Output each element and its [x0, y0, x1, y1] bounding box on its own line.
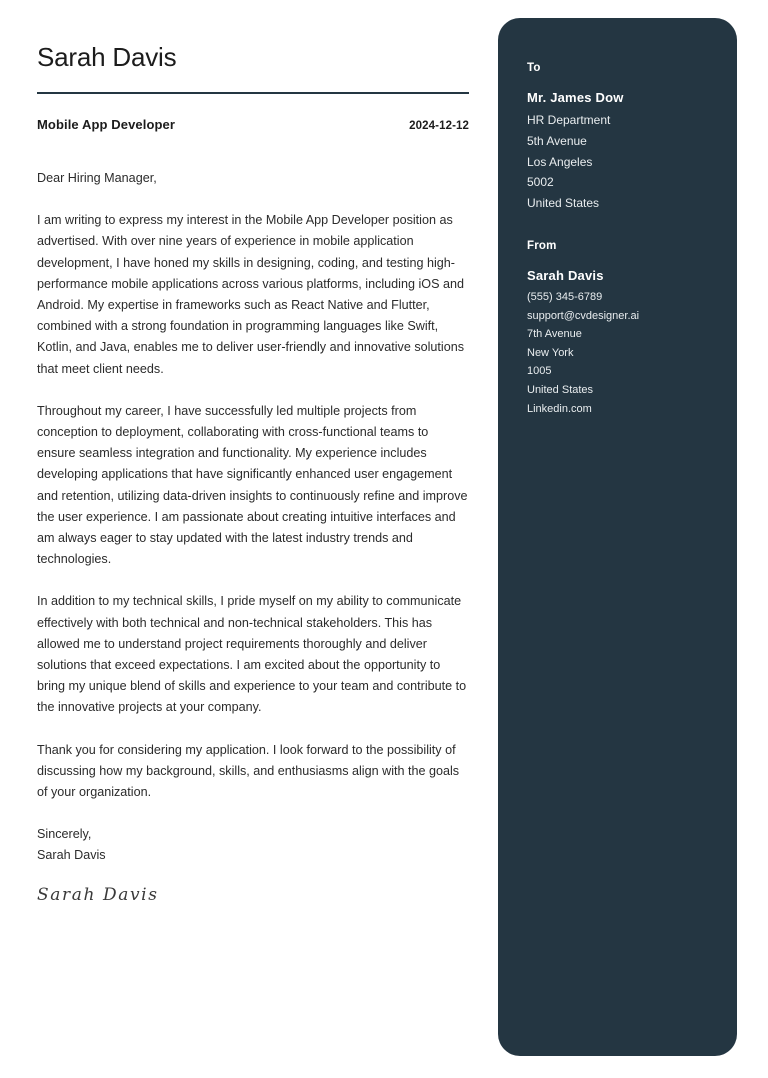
- recipient-line: HR Department: [527, 113, 611, 127]
- closing-name: Sarah Davis: [37, 848, 106, 863]
- sender-name: Sarah Davis: [527, 267, 604, 283]
- closing-block: [37, 824, 469, 866]
- page-title: Sarah Davis: [37, 42, 177, 72]
- closing-word: Sincerely,: [37, 827, 92, 842]
- recipient-line: 5002: [527, 175, 554, 190]
- letter-paragraph-4: Thank you for considering my application. I look forward to the possibility of discussing how my background, skills, and enthusiasms align with the goals of your organization.: [37, 742, 460, 800]
- sender-linkedin[interactable]: Linkedin.com: [527, 402, 592, 415]
- from-heading: From: [527, 239, 557, 252]
- recipient-name: Mr. James Dow: [527, 90, 624, 105]
- job-title: Mobile App Developer: [37, 117, 176, 133]
- letter-body: [37, 0, 469, 905]
- sender-line: United States: [527, 383, 594, 396]
- letter-date: 2024-12-12: [409, 120, 469, 133]
- header-divider: [37, 92, 469, 94]
- sender-line: 1005: [527, 365, 552, 378]
- recipient-line: United States: [527, 196, 600, 211]
- recipient-block: [527, 62, 737, 214]
- letter-paragraph-1: I am writing to express my interest in the Mobile App Developer position as advertised. With over nine years of experience in mobile application development, I have honed my skills in designing, coding, and testing high-performance mobile applications across various platforms, including iOS and Android. My expertise in frameworks such as React Native and Flutter, combined with a strong foundation in programming languages like Swift, Kotlin, and Java, enables me to deliver user-friendly and innovative solutions that meet client needs.: [37, 213, 465, 376]
- to-heading: To: [527, 62, 541, 74]
- recipient-line: 5th Avenue: [527, 133, 587, 148]
- letter-paragraph-3: In addition to my technical skills, I pride myself on my ability to communicate effectively with both technical and non-technical stakeholders. This has allowed me to understand project requirements thoroughly and deliver solutions that exceed expectations. I am excited about the opportunity to bring my unique blend of skills and experience to your team and contribute to the innovative projects at your company.: [37, 594, 467, 715]
- sender-phone: (555) 345-6789: [527, 290, 603, 303]
- recipient-line: Los Angeles: [527, 154, 593, 169]
- letter-paragraph-2: Throughout my career, I have successfully led multiple projects from conception to deployment, collaborating with cross-functional teams to ensure seamless integration and functionality. My experience includes developing applications that have significantly enhanced user engagement and retention, utilizing data-driven insights to continuously refine and improve the user experience. I am passionate about creating intuitive interfaces and am always eager to stay updated with the latest industry trends and technologies.: [37, 403, 468, 567]
- salutation: Dear Hiring Manager,: [37, 171, 157, 186]
- sender-email[interactable]: support@cvdesigner.ai: [527, 309, 640, 322]
- letter-meta-row: [37, 117, 469, 132]
- contact-sidebar: [498, 18, 737, 1056]
- sender-line: New York: [527, 346, 574, 359]
- signature: Sarah Davis: [37, 885, 159, 906]
- sender-block: [527, 240, 737, 418]
- sender-line: 7th Avenue: [527, 328, 582, 341]
